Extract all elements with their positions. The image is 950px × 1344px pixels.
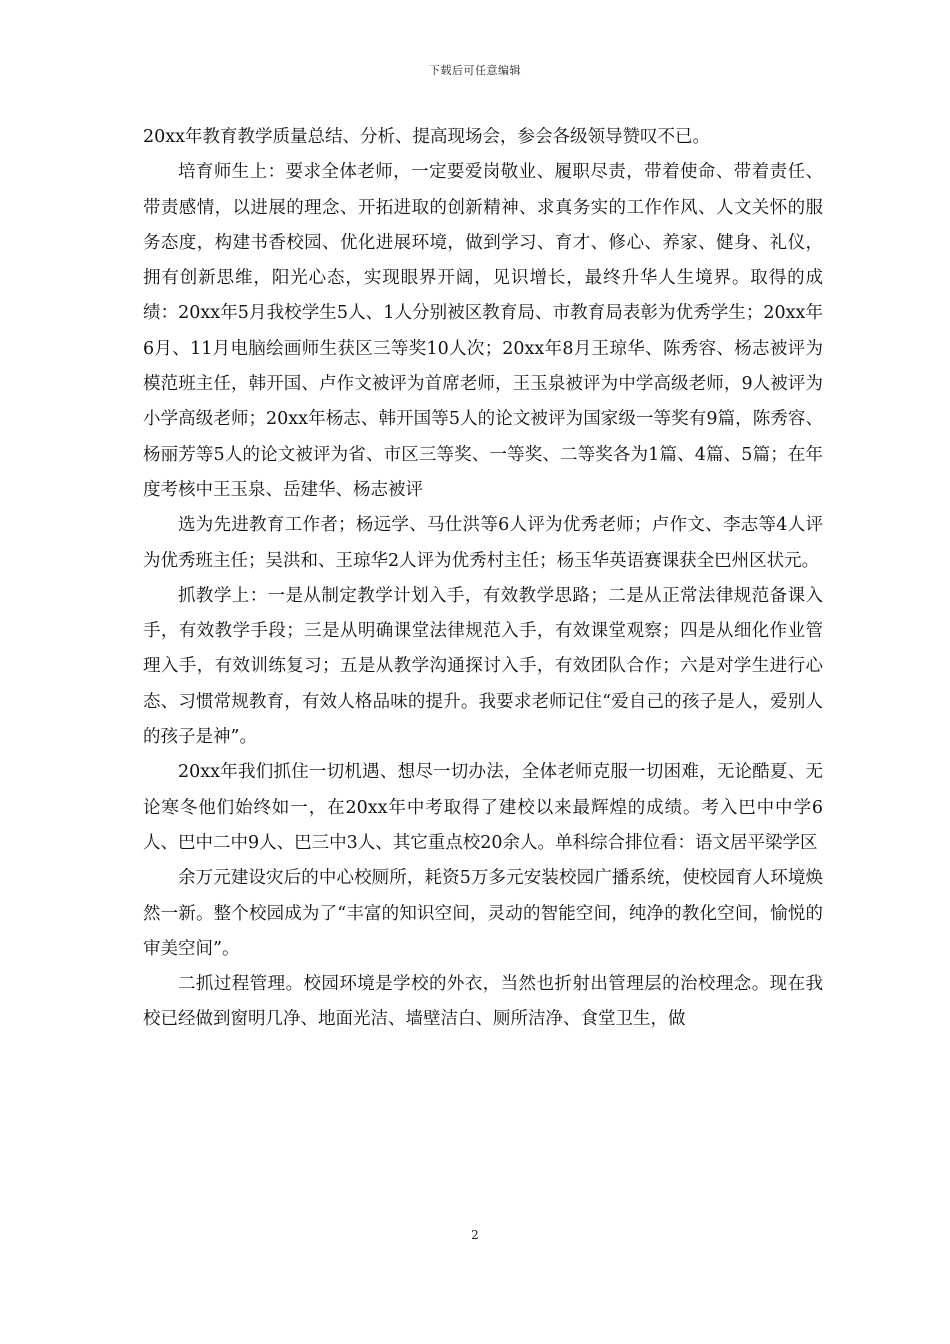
- paragraph: 20xx年教育教学质量总结、分析、提高现场会，参会各级领导赞叹不已。: [143, 127, 711, 147]
- paragraph: 选为先进教育工作者；杨远学、马仕洪等6人评为优秀老师；卢作文、李志等4人评为优秀班主任；吴洪和、王琼华2人评为优秀村主任；杨玉华英语赛课获全巴州区状元。: [143, 515, 823, 571]
- paragraph: 抓教学上：一是从制定教学计划入手，有效教学思路；二是从正常法律规范备课入手，有效教学手段；三是从明确课堂法律规范入手，有效课堂观察；四是从细化作业管理入手，有效训练复习；五是从教学沟通探讨入手，有效团队合作；六是对学生进行心态、习惯常规教育，有效人格品味的提升。我要求老师记住“爱自己的孩子是人，爱别人的孩子是神”。: [143, 585, 823, 748]
- page-header: 下载后可任意编辑: [429, 64, 521, 77]
- paragraph: 培育师生上：要求全体老师，一定要爱岗敬业、履职尽责，带着使命、带着责任、带责感情，以进展的理念、开拓进取的创新精神、求真务实的工作作风、人文关怀的服务态度，构建书香校园、优化进展环境，做到学习、育才、修心、养家、健身、礼仪，拥有创新思维，阳光心态，实现眼界开阔，见识增长，最终升华人生境界。取得的成绩：20xx年5月我校学生5人、1人分别被区教育局、市教育局表彰为优秀学生；20xx年6月、11月电脑绘画师生获区三等奖10人次；20xx年8月王琼华、陈秀容、杨志被评为模范班主任，韩开国、卢作文被评为首席老师，王玉泉被评为中学高级老师，9人被评为小学高级老师；20xx年杨志、韩开国等5人的论文被评为国家级一等奖有9篇，陈秀容、杨丽芳等5人的论文被评为省、市区三等奖、一等奖、二等奖各为1篇、4篇、5篇；在年度考核中王玉泉、岳建华、杨志被评: [143, 162, 823, 500]
- paragraph: 余万元建设灾后的中心校厕所，耗资5万多元安装校园广播系统，使校园育人环境焕然一新。整个校园成为了“丰富的知识空间，灵动的智能空间，纯净的教化空间，愉悦的审美空间”。: [143, 868, 823, 959]
- page-number: 2: [471, 1228, 479, 1242]
- paragraph: 二抓过程管理。校园环境是学校的外衣，当然也折射出管理层的治校理念。现在我校已经做到窗明几净、地面光洁、墙壁洁白、厕所洁净、食堂卫生，做: [143, 974, 823, 1030]
- document-body: [143, 120, 823, 1038]
- paragraph: 20xx年我们抓住一切机遇、想尽一切办法，全体老师克服一切困难，无论酷夏、无论寒冬他们始终如一，在20xx年中考取得了建校以来最辉煌的成绩。考入巴中中学6人、巴中二中9人、巴三中3人、其它重点校20余人。单科综合排位看：语文居平梁学区: [143, 762, 823, 853]
